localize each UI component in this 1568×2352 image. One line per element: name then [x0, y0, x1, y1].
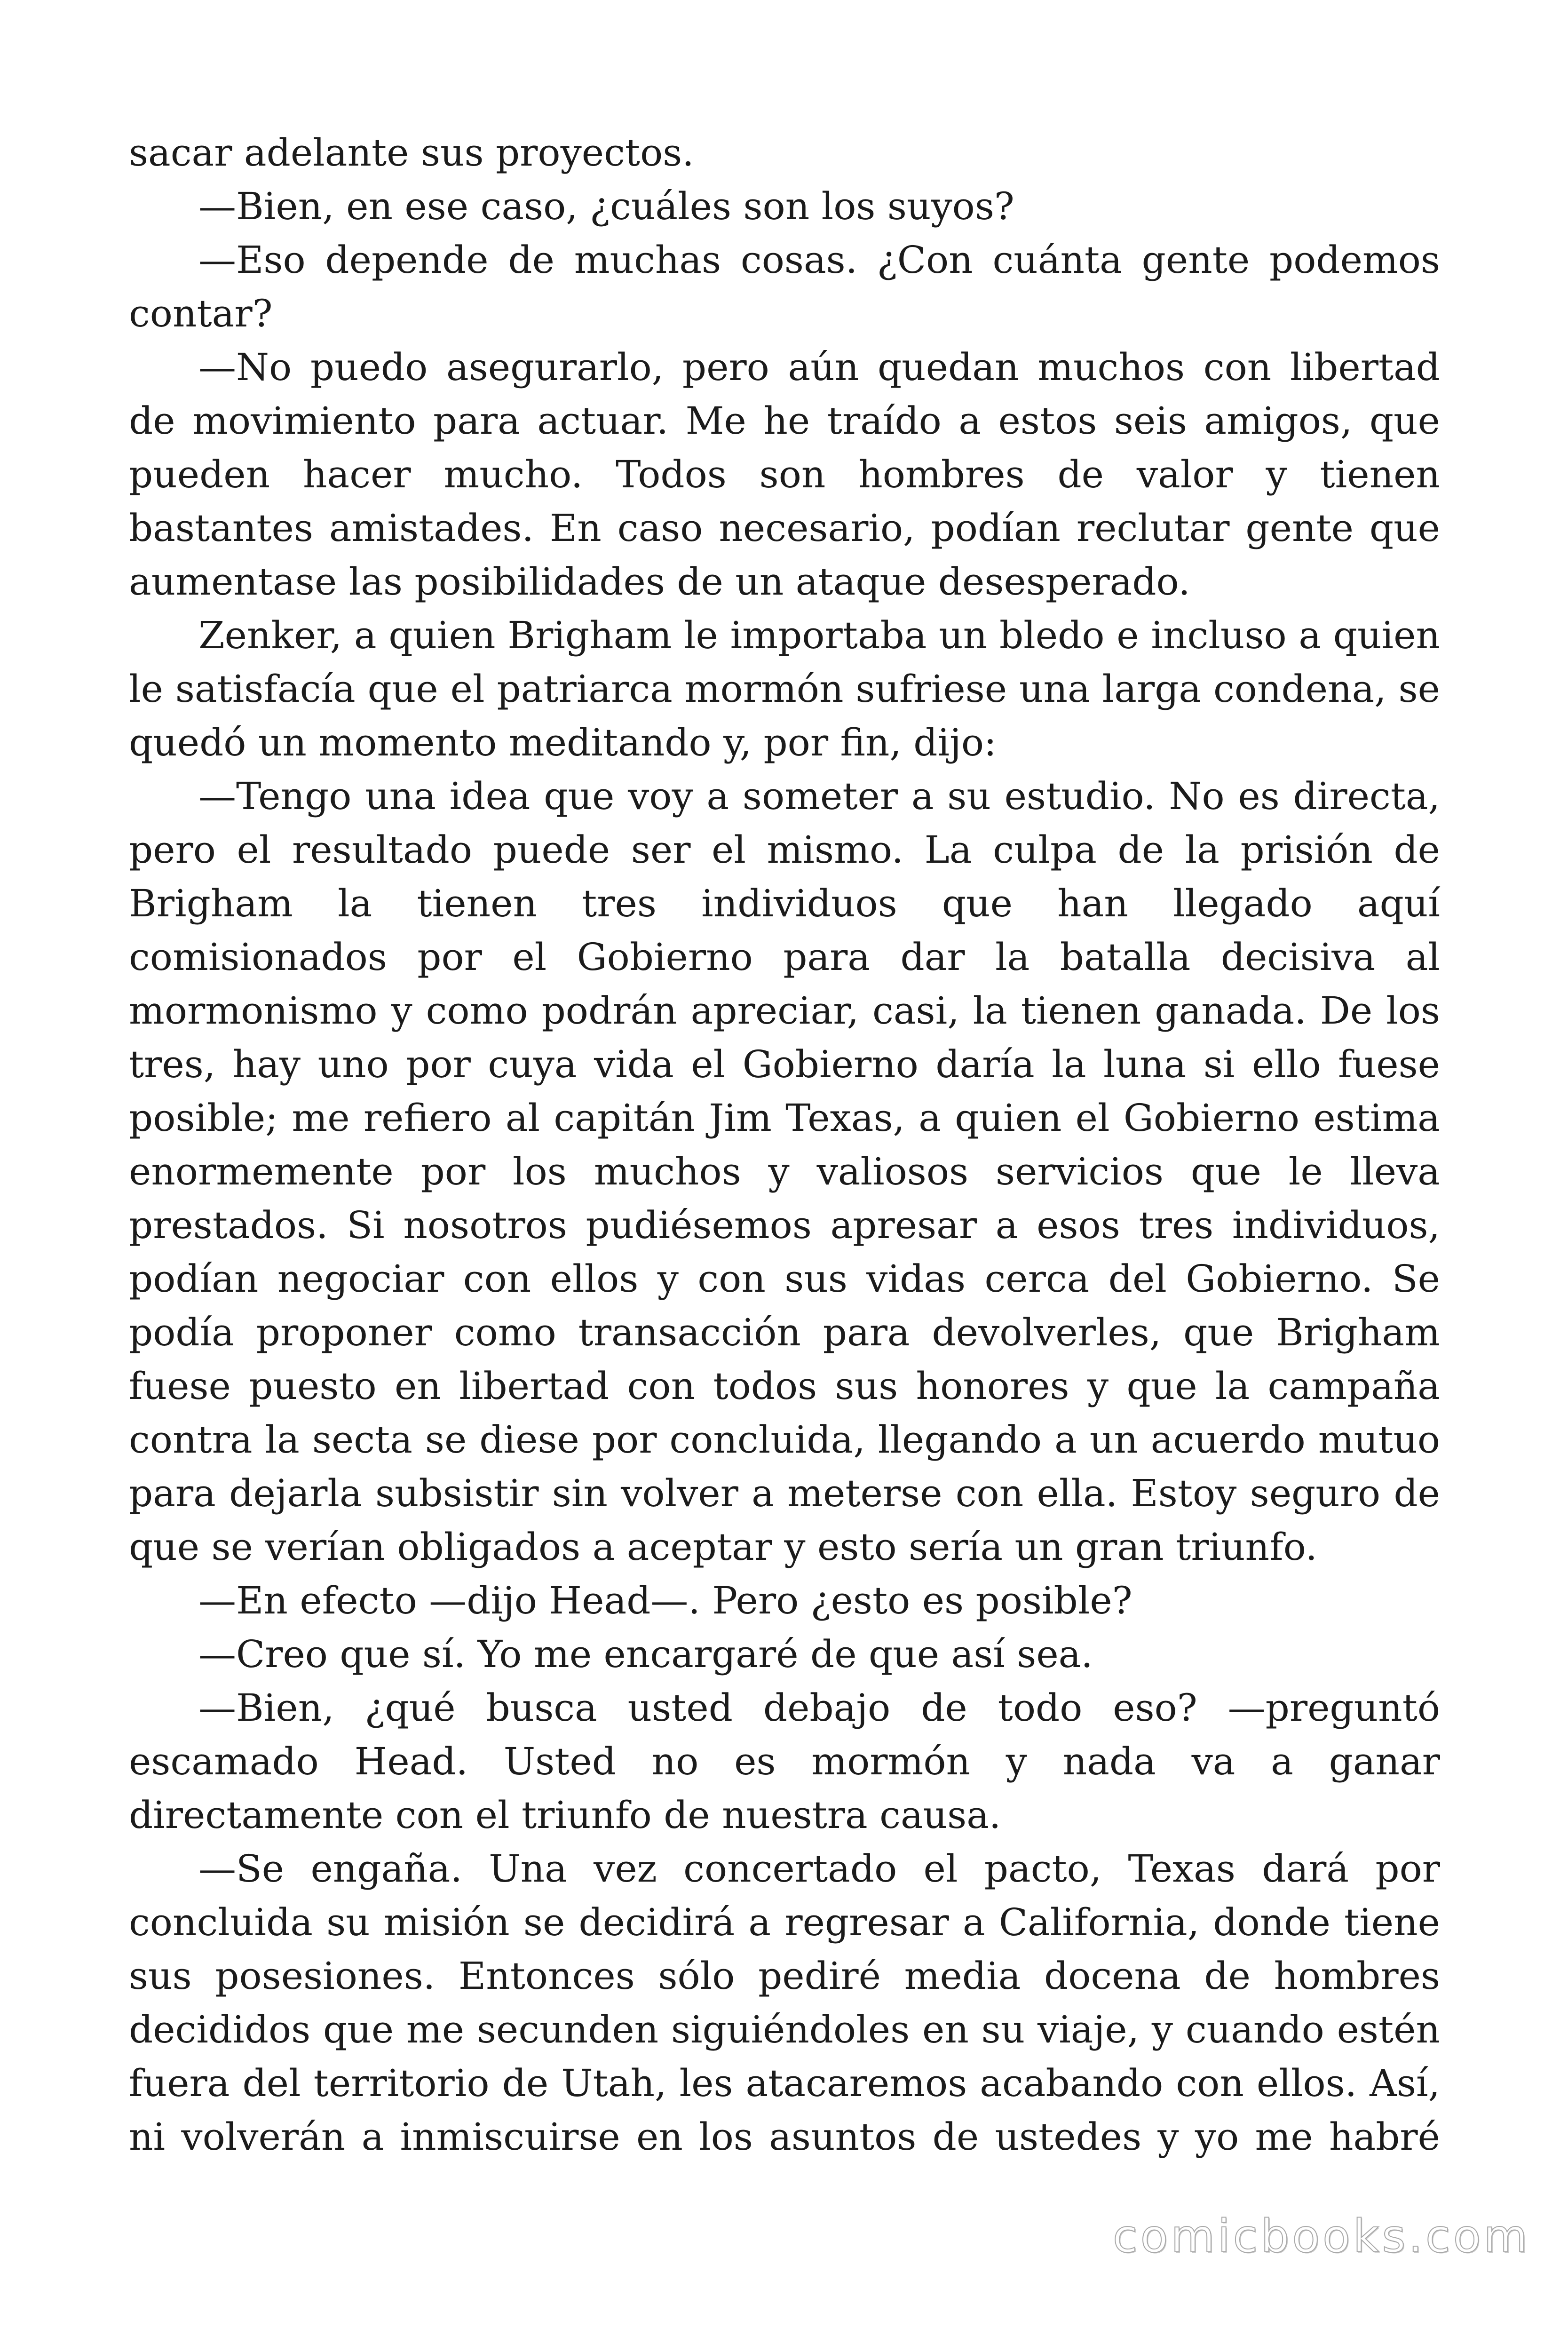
paragraph: —Eso depende de muchas cosas. ¿Con cuánta gente podemos contar? — [129, 238, 1440, 335]
paragraph: —No puedo asegurarlo, pero aún quedan muchos con libertad de movimiento para actuar. Me he traído a estos seis amigos, que pueden hacer mucho. Todos son hombres de valor y tienen bastantes amistades. En caso necesario, podían reclutar gente que aumentase las posibilidades de un ataque desesperado. — [129, 345, 1440, 604]
paragraph: —Se engaña. Una vez concertado el pacto, Texas dará por concluida su misión se decidirá a regresar a California, donde tiene sus posesiones. Entonces sólo pediré media docena de hombres decididos que me secunden siguiéndoles en su viaje, y cuando estén fuera del territorio de Utah, les atacaremos acabando con ellos. Así, ni volverán a inmiscuirse en los asuntos de ustedes y yo me habré — [129, 1847, 1440, 2159]
paragraph: —Tengo una idea que voy a someter a su estudio. No es directa, pero el resultado puede ser el mismo. La culpa de la prisión de Brigham la tienen tres individuos que han llegado aquí comisionados por el Gobierno para dar la batalla decisiva al mormonismo y como podrán apreciar, casi, la tienen ganada. De los tres, hay uno por cuya vida el Gobierno daría la luna si ello fuese posible; me refiero al capitán Jim Texas, a quien el Gobierno estima enormemente por los muchos y valiosos servicios que le lleva prestados. Si nosotros pudiésemos apresar a esos tres individuos, podían negociar con ellos y con sus vidas cerca del Gobierno. Se podía proponer como transacción para devolverles, que Brigham fuese puesto en libertad con todos sus honores y que la campaña contra la secta se diese por concluida, llegando a un acuerdo mutuo para dejarla subsistir sin volver a meterse con ella. Estoy seguro de que se verían obligados a aceptar y esto sería un gran triunfo. — [129, 774, 1440, 1569]
paragraph: —Bien, ¿qué busca usted debajo de todo eso? —preguntó escamado Head. Usted no es mormón y nada va a ganar directamente con el triunfo de nuestra causa. — [129, 1686, 1440, 1837]
watermark: comicbooks.com — [1112, 2210, 1530, 2263]
paragraph: —En efecto —dijo Head—. Pero ¿esto es posible? — [198, 1579, 1132, 1622]
paragraph: —Bien, en ese caso, ¿cuáles son los suyos? — [198, 184, 1014, 228]
paragraph: sacar adelante sus proyectos. — [129, 131, 694, 175]
paragraph: Zenker, a quien Brigham le importaba un bledo e incluso a quien le satisfacía que el patriarca mormón sufriese una larga condena, se quedó un momento meditando y, por fin, dijo: — [129, 613, 1440, 764]
paragraph: —Creo que sí. Yo me encargaré de que así sea. — [198, 1632, 1093, 1676]
page-body — [129, 126, 1440, 2164]
